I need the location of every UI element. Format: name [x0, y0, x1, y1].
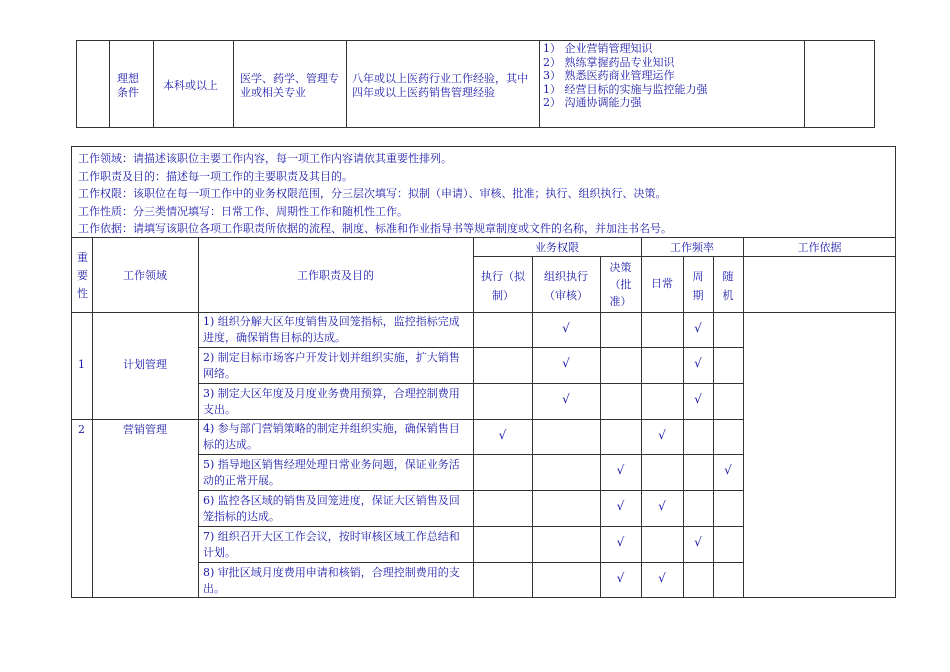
column-divider: [804, 41, 805, 127]
column-divider: [346, 41, 347, 127]
importance-value: 1: [78, 358, 85, 371]
row-line: [198, 383, 743, 384]
frequency-header: 工作频率: [670, 241, 714, 254]
check-mark-organize: √: [562, 392, 570, 406]
importance-value: 2: [78, 423, 85, 436]
education-requirement: 本科或以上: [163, 79, 218, 92]
daily-header: 日常: [651, 277, 673, 290]
row-line: [198, 347, 743, 348]
column-line: [92, 237, 93, 597]
random-header: 随机: [722, 270, 734, 302]
check-mark-decide: √: [616, 535, 625, 549]
knowledge-item: 3） 熟悉医药商业管理运作: [543, 69, 675, 82]
row-line: [198, 562, 743, 563]
basis-header: 工作依据: [797, 241, 842, 254]
duty-header: 工作职责及目的: [297, 269, 374, 282]
duty-text: 5) 指导地区销售经理处理日常业务问题，保证业务活动的正常开展。: [203, 458, 460, 487]
check-mark-daily: √: [658, 427, 666, 442]
header-bottom-line: [72, 312, 895, 313]
importance-header: 重要性: [77, 251, 88, 300]
area-name: 营销管理: [123, 423, 167, 436]
check-mark-decide: √: [616, 571, 625, 585]
column-line: [641, 237, 642, 597]
column-divider: [109, 41, 110, 127]
column-divider: [153, 41, 154, 127]
check-mark-decide: √: [616, 499, 625, 513]
check-mark-periodic: √: [694, 356, 702, 370]
periodic-header: 周期: [692, 270, 704, 302]
check-mark-periodic: √: [694, 320, 702, 335]
duty-text: 3) 制定大区年度及月度业务费用预算，合理控制费用支出。: [203, 387, 460, 416]
instruction-line: 工作领域：请描述该职位主要工作内容，每一项工作内容请依其重要性排列。: [78, 152, 452, 165]
column-line: [473, 237, 474, 597]
authority-header: 业务权限: [535, 241, 579, 254]
group-line: [72, 419, 743, 420]
check-mark-daily: √: [658, 571, 666, 585]
subheader-line: [473, 256, 896, 257]
instruction-line: 工作职责及目的：描述每一项工作的主要职责及其目的。: [78, 169, 353, 183]
skill-item: 2） 沟通协调能力强: [543, 96, 642, 109]
row-line: [198, 526, 743, 527]
check-mark-organize: √: [562, 356, 570, 370]
header-top-line: [72, 237, 895, 238]
job-duties-table: [71, 146, 896, 598]
duty-text: 1) 组织分解大区年度销售及回笼指标，监控指标完成进度，确保销售目标的达成。: [203, 315, 460, 344]
column-line: [600, 256, 601, 597]
instruction-line: 工作依据：请填写该职位各项工作职责所依据的流程、制度、标准和作业指导书等规章制度或文件的名称，并加注书名号。: [78, 222, 672, 235]
column-line: [713, 256, 714, 597]
row-line: [198, 490, 743, 491]
duty-text: 2) 制定目标市场客户开发计划并组织实施，扩大销售网络。: [203, 351, 460, 380]
knowledge-item: 1） 企业营销管理知识: [543, 42, 653, 55]
column-line: [198, 237, 199, 597]
instructions-block: [78, 150, 888, 238]
skill-item: 1） 经营目标的实施与监控能力强: [543, 82, 708, 96]
experience-requirement: 八年或以上医药行业工作经验，其中四年或以上医药销售管理经验: [352, 72, 528, 99]
column-divider: [539, 41, 540, 127]
check-mark-decide: √: [616, 463, 625, 477]
check-mark-daily: √: [658, 499, 666, 513]
ideal-condition-label: 理想条件: [117, 72, 139, 99]
column-line: [532, 256, 533, 597]
instruction-line: 工作性质：分三类情况填写：日常工作、周期性工作和随机性工作。: [78, 204, 408, 218]
check-mark-execute: √: [498, 427, 507, 442]
check-mark-periodic: √: [694, 535, 702, 549]
knowledge-skill-list: [543, 42, 801, 110]
column-line: [743, 237, 744, 597]
row-line: [198, 454, 743, 455]
qualification-table: [76, 40, 875, 128]
major-requirement: 医学、药学、管理专业或相关专业: [240, 72, 339, 99]
column-line: [683, 256, 684, 597]
instruction-line: 工作权限：该职位在每一项工作中的业务权限范围，分三层次填写：拟制（申请）、审核、批准；执行、组织执行、决策。: [78, 187, 667, 200]
area-header: 工作领域: [123, 269, 167, 282]
duty-text: 8) 审批区域月度费用申请和核销，合理控制费用的支出。: [203, 566, 460, 595]
check-mark-organize: √: [562, 320, 570, 335]
duty-text: 4) 参与部门营销策略的制定并组织实施，确保销售目标的达成。: [203, 422, 460, 451]
check-mark-random: √: [724, 463, 732, 477]
knowledge-item: 2） 熟练掌握药品专业知识: [543, 55, 675, 69]
duty-text: 6) 监控各区域的销售及回笼进度，保证大区销售及回笼指标的达成。: [203, 494, 460, 523]
organize-header: 组织执行（审核）: [544, 270, 588, 302]
area-name: 计划管理: [123, 358, 167, 371]
execute-header: 执行（拟制）: [481, 270, 525, 302]
decide-header: 决策（批准）: [609, 261, 632, 308]
check-mark-periodic: √: [694, 392, 702, 406]
column-divider: [233, 41, 234, 127]
duty-text: 7) 组织召开大区工作会议，按时审核区域工作总结和计划。: [203, 530, 460, 559]
